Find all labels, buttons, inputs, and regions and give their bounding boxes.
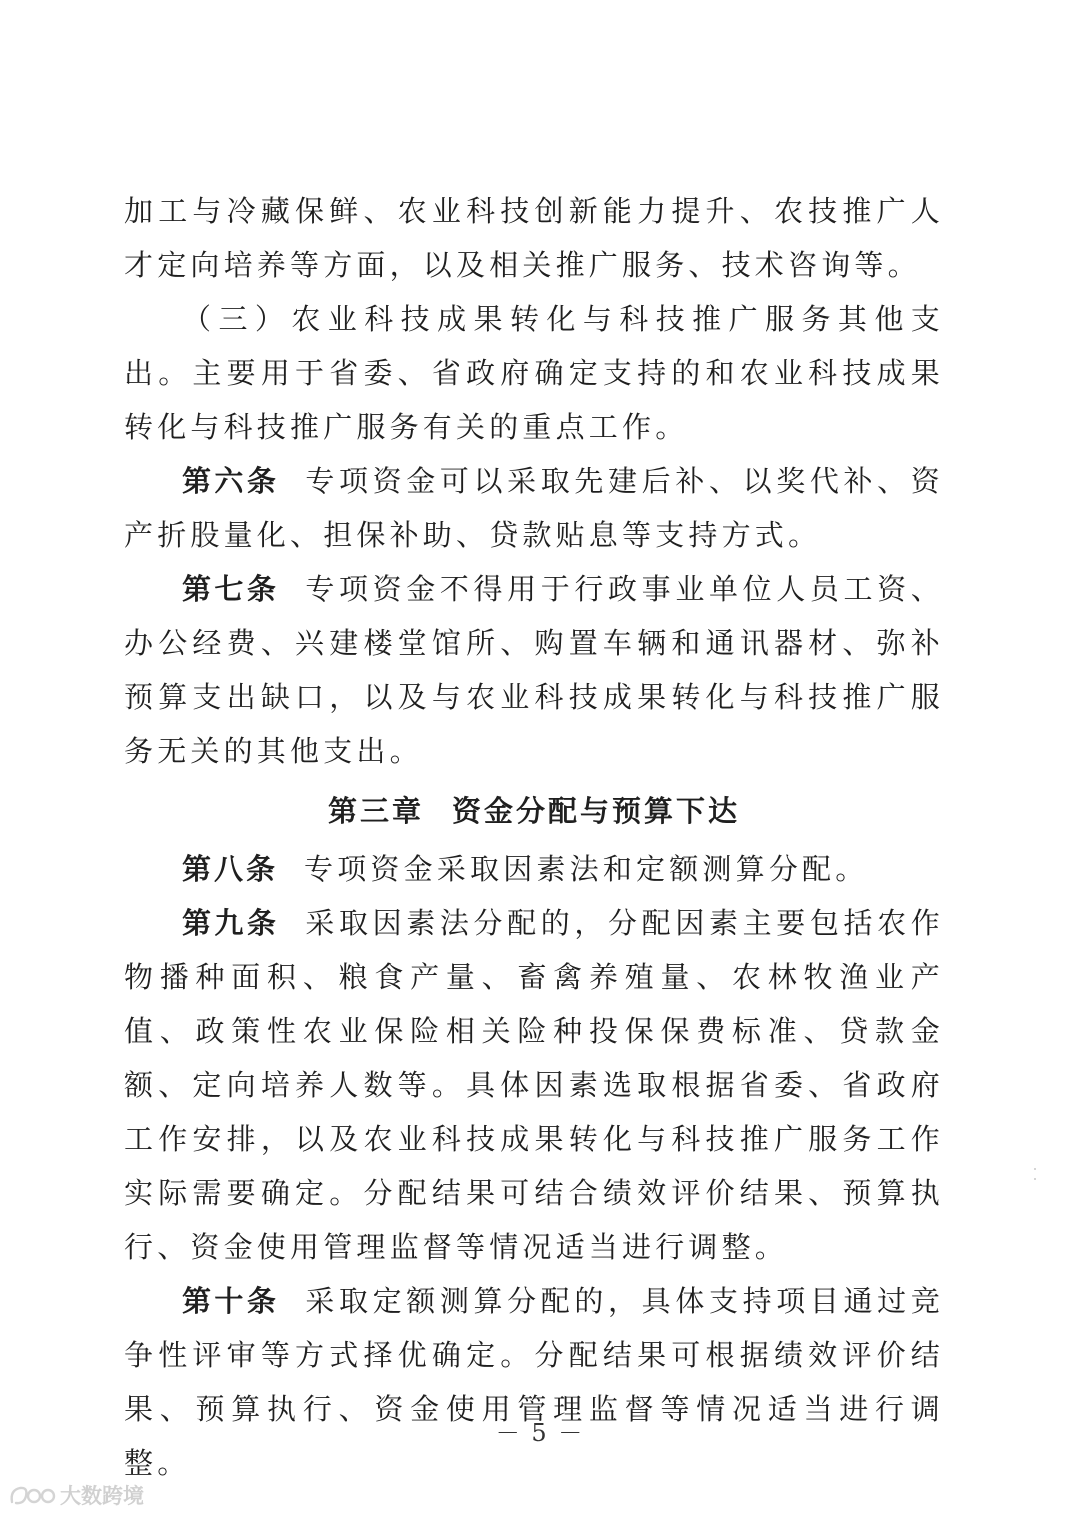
article-label: 第九条	[182, 906, 280, 940]
watermark-logo-icon	[8, 1482, 56, 1508]
article-10	[124, 1274, 944, 1490]
article-label: 第八条	[182, 852, 279, 886]
chapter-title: 资金分配与预算下达	[452, 794, 741, 828]
article-text: 专项资金不得用于行政事业单位人员工资、办公经费、兴建楼堂馆所、购置车辆和通讯器材、弥补预算支出缺口，以及与农业科技成果转化与科技推广服务无关的其他支出。	[124, 572, 944, 768]
article-text: 采取定额测算分配的，具体支持项目通过竞争性评审等方式择优确定。分配结果可根据绩效评价结果、预算执行、资金使用管理监督等情况适当进行调整。	[124, 1284, 944, 1480]
paragraph-continued	[124, 184, 944, 292]
article-6	[124, 454, 944, 562]
paragraph-text: 加工与冷藏保鲜、农业科技创新能力提升、农技推广人才定向培养等方面，以及相关推广服务、技术咨询等。	[124, 194, 944, 282]
scan-artifact	[1034, 1178, 1036, 1180]
article-label: 第十条	[182, 1284, 280, 1318]
watermark	[8, 1480, 144, 1510]
page-number: － 5 －	[495, 1419, 585, 1447]
document-body	[124, 184, 944, 1490]
chapter-number: 第三章	[327, 794, 424, 828]
article-7	[124, 562, 944, 778]
article-label: 第六条	[182, 464, 280, 498]
watermark-text: 大数跨境	[60, 1484, 144, 1508]
scan-artifact	[1034, 1168, 1036, 1170]
chapter-heading	[124, 780, 944, 842]
paragraph-item-three	[124, 292, 944, 454]
paragraph-text: （三）农业科技成果转化与科技推广服务其他支出。主要用于省委、省政府确定支持的和农业科技成果转化与科技推广服务有关的重点工作。	[124, 302, 944, 444]
article-text: 专项资金采取因素法和定额测算分配。	[304, 852, 869, 886]
article-9	[124, 896, 944, 1274]
article-text: 专项资金可以采取先建后补、以奖代补、资产折股量化、担保补助、贷款贴息等支持方式。	[124, 464, 944, 552]
article-text: 采取因素法分配的，分配因素主要包括农作物播种面积、粮食产量、畜禽养殖量、农林牧渔业产值、政策性农业保险相关险种投保保费标准、贷款金额、定向培养人数等。具体因素选取根据省委、省政府工作安排，以及农业科技成果转化与科技推广服务工作实际需要确定。分配结果可结合绩效评价结果、预算执行、资金使用管理监督等情况适当进行调整。	[124, 906, 944, 1264]
article-label: 第七条	[182, 572, 280, 606]
article-8	[124, 842, 944, 896]
